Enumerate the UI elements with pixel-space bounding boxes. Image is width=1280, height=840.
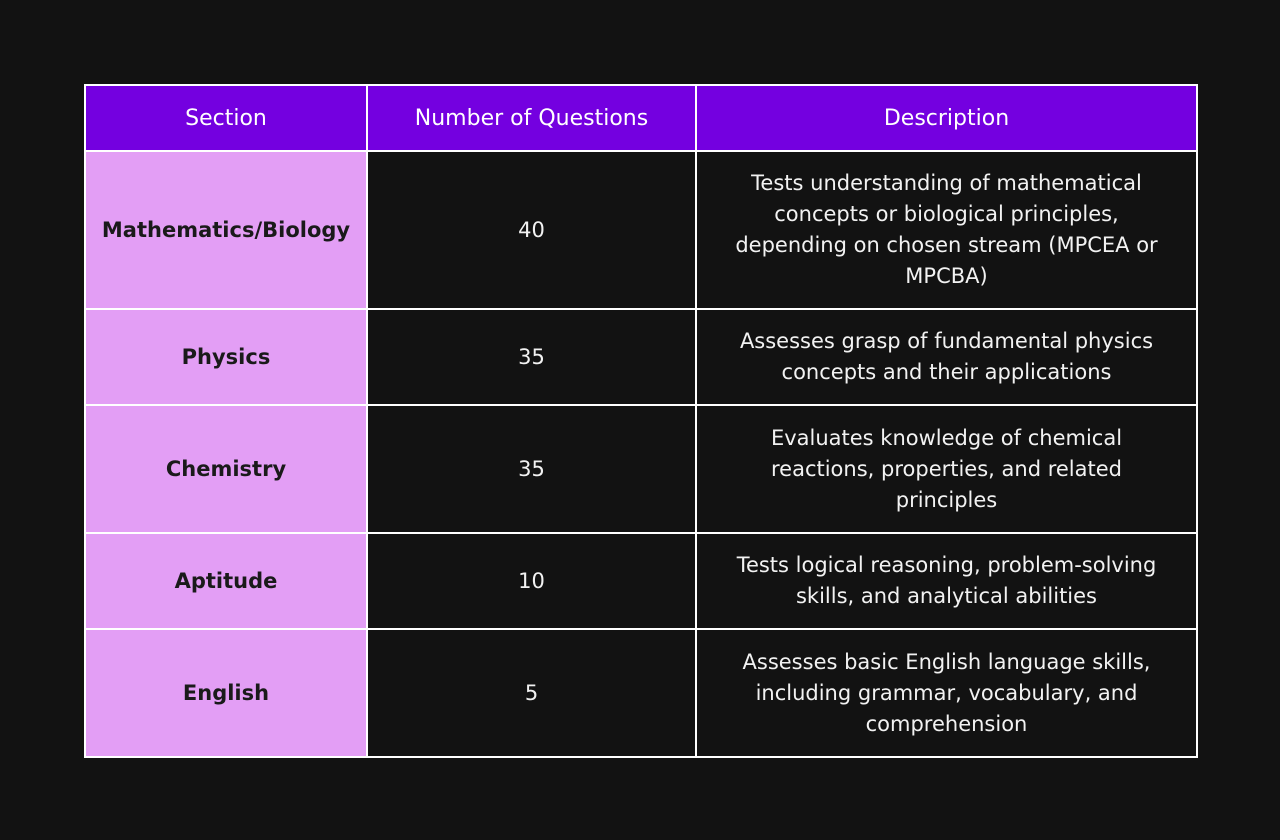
column-header-description: Description	[696, 85, 1197, 151]
section-description: Evaluates knowledge of chemical reactions, properties, and related principles	[696, 405, 1197, 533]
section-name: Chemistry	[85, 405, 367, 533]
section-description: Assesses basic English language skills, including grammar, vocabulary, and comprehension	[696, 629, 1197, 757]
table-row	[85, 629, 1197, 757]
question-count: 40	[367, 151, 696, 309]
question-count: 35	[367, 309, 696, 405]
section-name: Physics	[85, 309, 367, 405]
question-count: 10	[367, 533, 696, 629]
table-row	[85, 405, 1197, 533]
section-name: Aptitude	[85, 533, 367, 629]
section-description: Assesses grasp of fundamental physics concepts and their applications	[696, 309, 1197, 405]
column-header-section: Section	[85, 85, 367, 151]
table-row	[85, 533, 1197, 629]
question-count: 5	[367, 629, 696, 757]
table-header-row	[85, 85, 1197, 151]
section-name: English	[85, 629, 367, 757]
column-header-number-of-questions: Number of Questions	[367, 85, 696, 151]
section-description: Tests logical reasoning, problem-solving skills, and analytical abilities	[696, 533, 1197, 629]
section-description: Tests understanding of mathematical concepts or biological principles, depending on chosen stream (MPCEA or MPCBA)	[696, 151, 1197, 309]
table-row	[85, 151, 1197, 309]
question-count: 35	[367, 405, 696, 533]
exam-sections-table	[84, 84, 1198, 758]
table-row	[85, 309, 1197, 405]
section-name: Mathematics/Biology	[85, 151, 367, 309]
